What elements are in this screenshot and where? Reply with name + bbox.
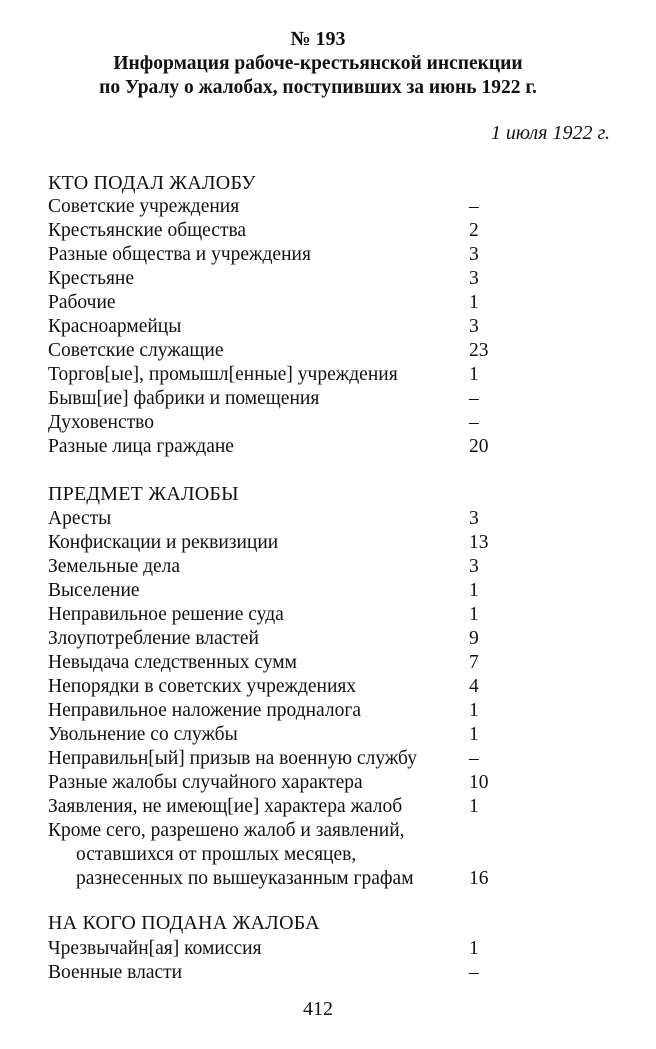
row-value: – — [469, 388, 479, 409]
table-row — [48, 579, 518, 603]
table-row — [48, 675, 518, 699]
table-row — [48, 867, 518, 891]
row-label: Торгов[ые], промышл[енные] учреждения — [48, 364, 398, 385]
row-label: Советские служащие — [48, 340, 224, 361]
table-row — [48, 627, 518, 651]
row-label: Увольнение со службы — [48, 724, 238, 745]
row-value: 4 — [469, 676, 479, 697]
table-row — [48, 411, 518, 435]
row-value: 1 — [469, 796, 479, 817]
row-label: Духовенство — [48, 412, 154, 433]
row-value: 1 — [469, 724, 479, 745]
table-row — [48, 339, 518, 363]
row-label: Неправильное наложение продналога — [48, 700, 362, 721]
table-row — [48, 555, 518, 579]
row-label: Выселение — [48, 580, 140, 601]
row-value: 3 — [469, 244, 479, 265]
row-label: Неправильное решение суда — [48, 604, 284, 625]
row-value: 1 — [469, 292, 479, 313]
row-value: 16 — [469, 868, 489, 889]
row-label: Неправильн[ый] призыв на военную службу — [48, 748, 417, 769]
row-value: 2 — [469, 220, 479, 241]
row-label: Разные лица граждане — [48, 436, 234, 457]
row-value: 7 — [469, 652, 479, 673]
row-label: Невыдача следственных сумм — [48, 652, 297, 673]
row-label: Рабочие — [48, 292, 116, 313]
row-label: Крестьянские общества — [48, 220, 247, 241]
section-heading-who-filed: КТО ПОДАЛ ЖАЛОБУ — [48, 172, 256, 194]
table-row — [48, 219, 518, 243]
row-value: – — [469, 412, 479, 433]
table-row — [48, 243, 518, 267]
table-row — [48, 651, 518, 675]
table-row — [48, 195, 518, 219]
table-row — [48, 937, 518, 961]
document-title — [0, 52, 636, 100]
row-label: Заявления, не имеющ[ие] характера жалоб — [48, 796, 403, 817]
row-label: Бывш[ие] фабрики и помещения — [48, 388, 320, 409]
table-row — [48, 603, 518, 627]
document-title-line-2: по Уралу о жалобах, поступивших за июнь 1922 г. — [99, 77, 537, 98]
row-label: Крестьяне — [48, 268, 135, 289]
row-label: Конфискации и реквизиции — [48, 532, 279, 553]
row-value: 13 — [469, 532, 489, 553]
row-label: Непорядки в советских учреждениях — [48, 676, 357, 697]
document-number: № 193 — [290, 28, 346, 50]
row-label: Разные жалобы случайного характера — [48, 772, 363, 793]
row-value: 3 — [469, 508, 479, 529]
table-row — [48, 747, 518, 771]
row-value: 10 — [469, 772, 489, 793]
document-date: 1 июля 1922 г. — [490, 122, 610, 144]
row-value: 3 — [469, 316, 479, 337]
row-label: оставшихся от прошлых месяцев, — [76, 844, 357, 865]
table-row — [48, 795, 518, 819]
table-row — [48, 435, 518, 459]
table-row — [48, 291, 518, 315]
row-label: разнесенных по вышеуказанным графам — [76, 868, 414, 889]
row-value: 1 — [469, 580, 479, 601]
table-row — [48, 387, 518, 411]
row-value: 1 — [469, 700, 479, 721]
row-label: Земельные дела — [48, 556, 181, 577]
row-label: Военные власти — [48, 962, 183, 983]
row-value: 9 — [469, 628, 479, 649]
row-value: 1 — [469, 364, 479, 385]
table-row — [48, 771, 518, 795]
row-label: Аресты — [48, 508, 112, 529]
section-heading-subject: ПРЕДМЕТ ЖАЛОБЫ — [48, 483, 239, 505]
row-value: 1 — [469, 938, 479, 959]
table-row — [48, 507, 518, 531]
row-value: 23 — [469, 340, 489, 361]
row-value: 3 — [469, 556, 479, 577]
table-row — [48, 315, 518, 339]
table-row — [48, 699, 518, 723]
row-label: Чрезвычайн[ая] комиссия — [48, 938, 262, 959]
table-row — [48, 531, 518, 555]
row-label: Злоупотребление властей — [48, 628, 259, 649]
row-value: – — [469, 962, 479, 983]
table-row — [48, 961, 518, 985]
row-value: 20 — [469, 436, 489, 457]
row-value: 3 — [469, 268, 479, 289]
row-value: 1 — [469, 604, 479, 625]
page-number: 412 — [303, 998, 333, 1020]
row-label: Разные общества и учреждения — [48, 244, 311, 265]
table-row — [48, 267, 518, 291]
row-label: Кроме сего, разрешено жалоб и заявлений, — [48, 820, 405, 841]
table-row — [48, 363, 518, 387]
section-heading-against-whom: НА КОГО ПОДАНА ЖАЛОБА — [48, 912, 320, 934]
row-label: Советские учреждения — [48, 196, 240, 217]
row-value: – — [469, 748, 479, 769]
row-value: – — [469, 196, 479, 217]
table-row — [48, 819, 518, 843]
table-row — [48, 723, 518, 747]
table-row — [48, 843, 518, 867]
document-title-line-1: Информация рабоче-крестьянской инспекции — [113, 53, 523, 74]
row-label: Красноармейцы — [48, 316, 182, 337]
